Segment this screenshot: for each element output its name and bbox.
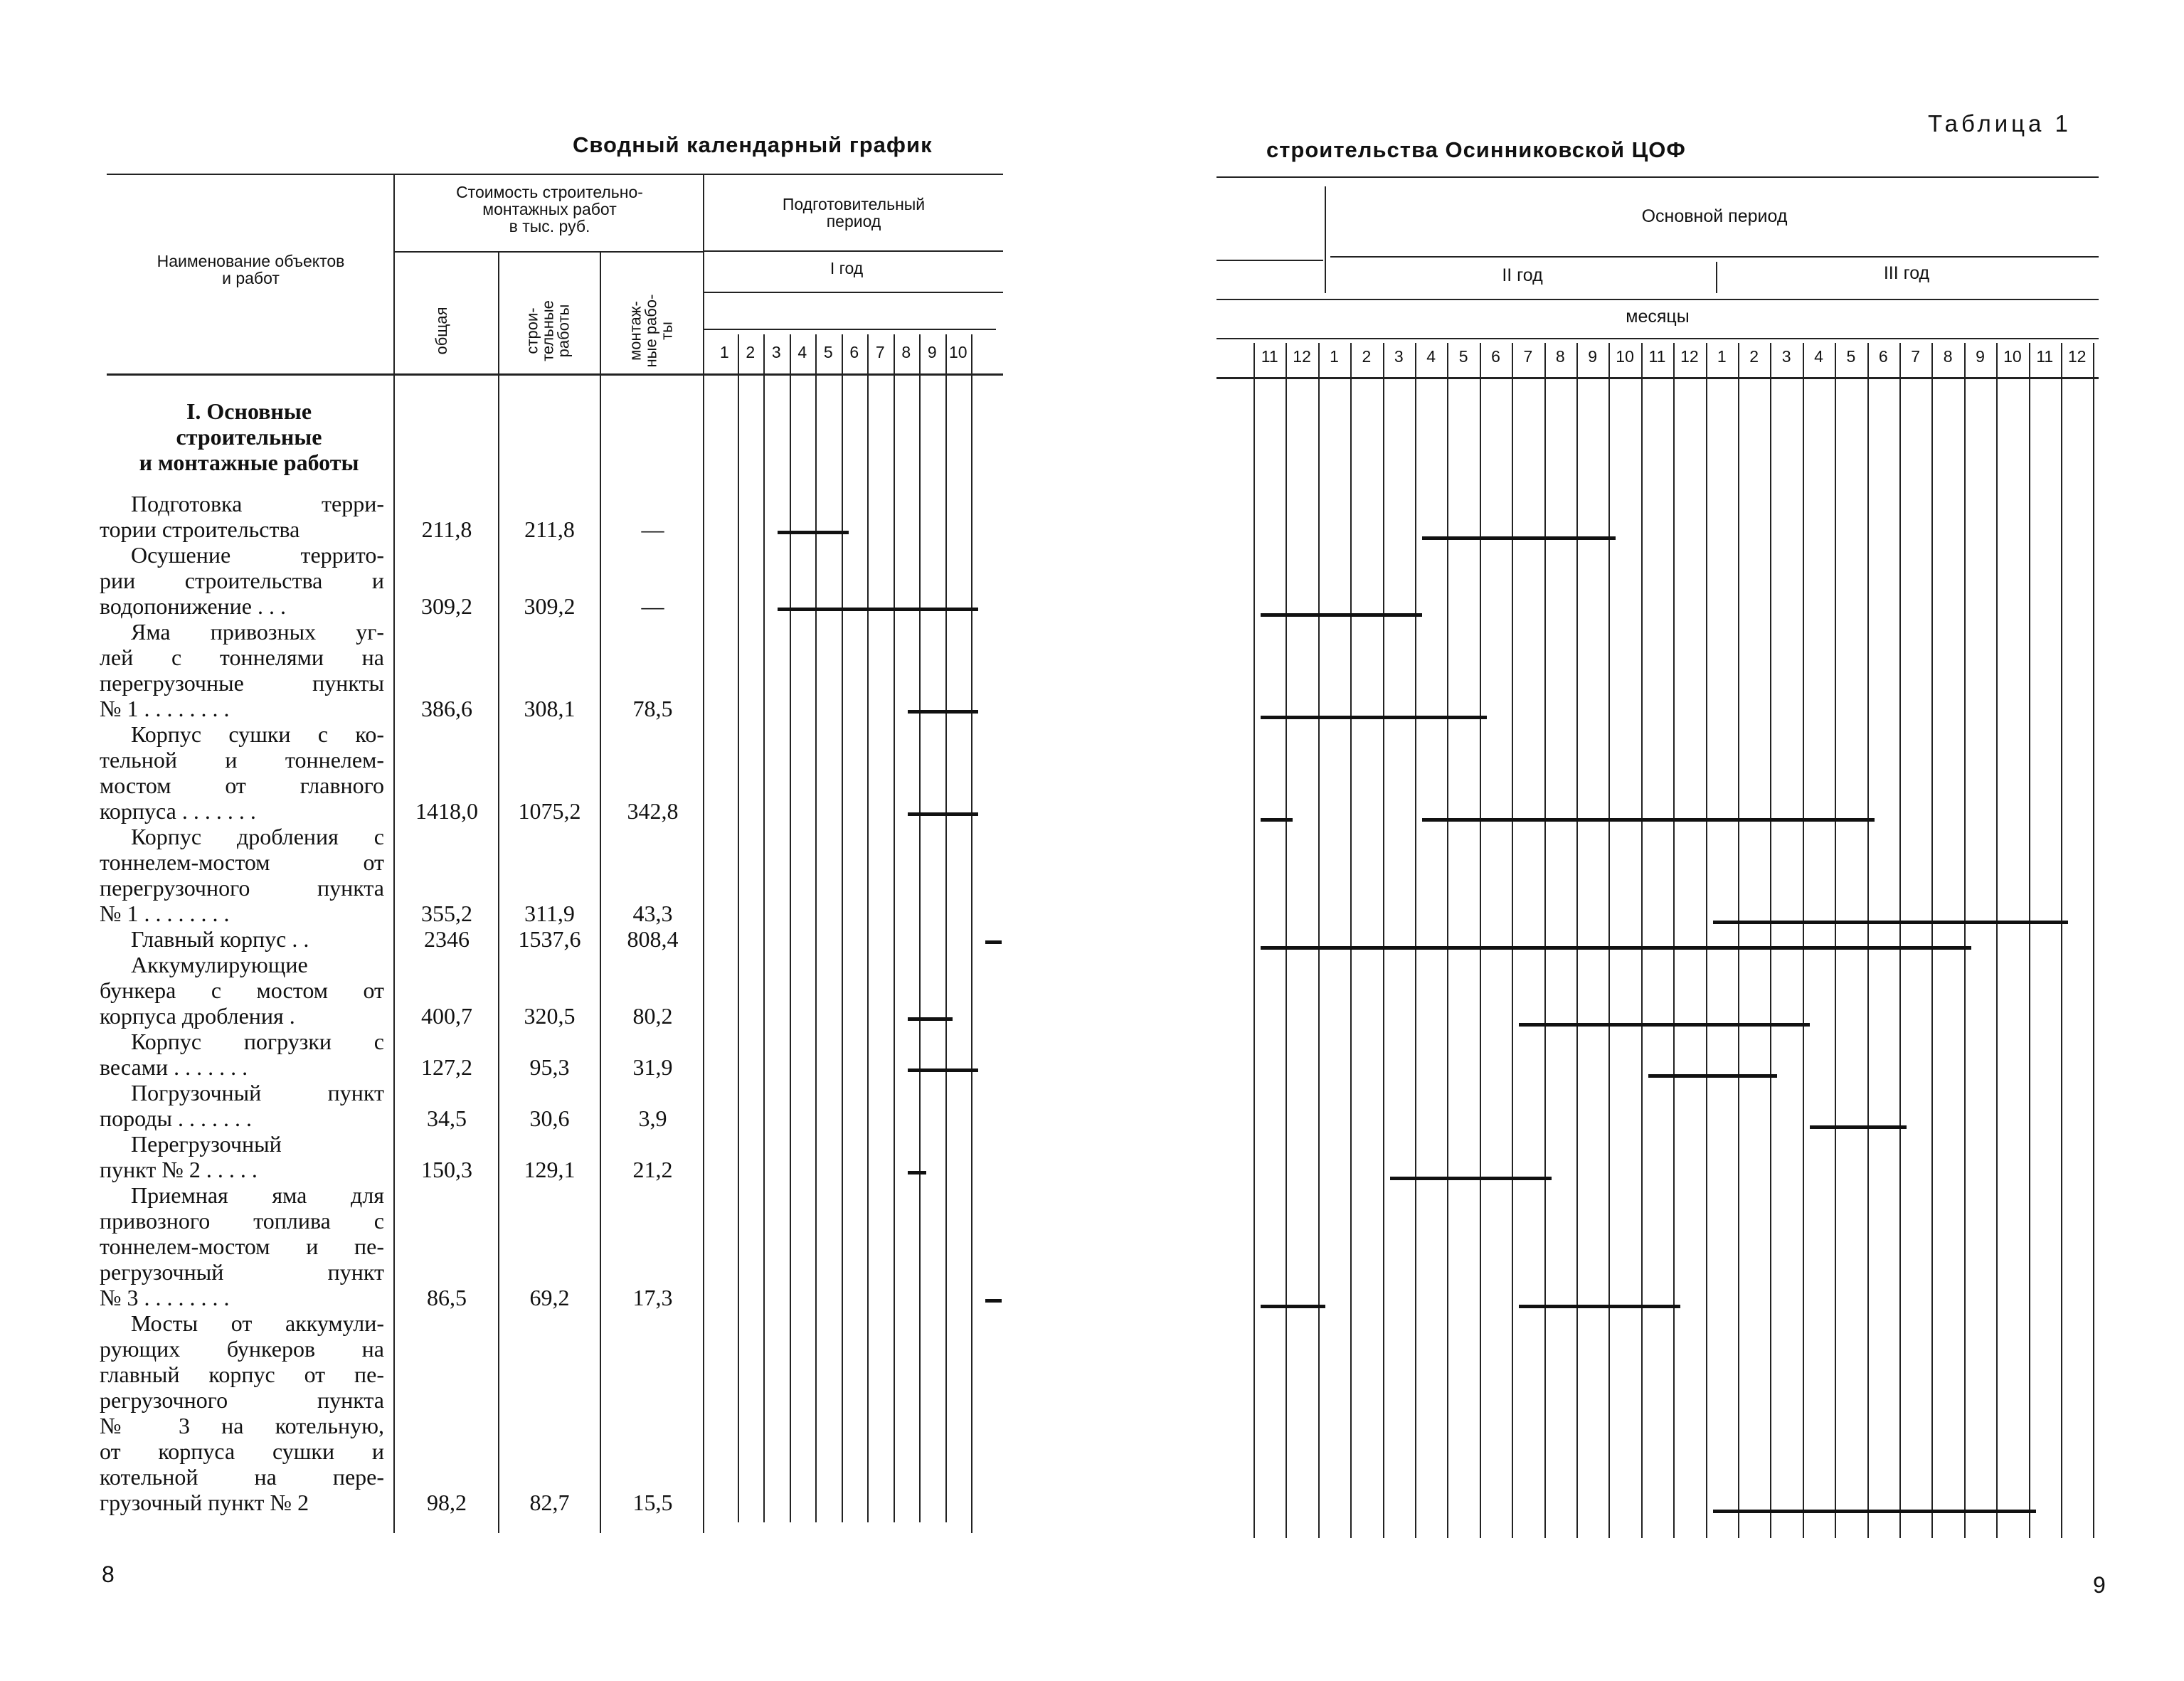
prep-month-gridline <box>738 334 739 1522</box>
cost-installation: — <box>641 593 664 619</box>
work-name-line: Главный корпус . . <box>131 926 309 952</box>
section-title: I. Основные строительные и монтажные работы <box>139 398 359 475</box>
cost-total: 86,5 <box>427 1285 467 1310</box>
main-month-gridline <box>1544 343 1546 1538</box>
prep-month-label: 10 <box>948 343 968 361</box>
cost-total: 309,2 <box>421 593 472 619</box>
schedule-bar <box>908 1171 927 1174</box>
prep-month-label: 5 <box>823 343 833 361</box>
work-name <box>100 824 384 926</box>
cost-construction: 211,8 <box>524 516 575 542</box>
main-month-gridline <box>2029 343 2030 1538</box>
cost-total: 355,2 <box>421 901 472 926</box>
main-month-gridline <box>1803 343 1804 1538</box>
schedule-bar <box>908 1017 953 1021</box>
cost-installation: 342,8 <box>627 798 679 824</box>
cost-installation: 3,9 <box>638 1105 667 1131</box>
main-month-label: 2 <box>1749 347 1759 366</box>
work-name-line: от корпуса сушки и <box>100 1438 384 1464</box>
header-year-1: I год <box>829 259 864 277</box>
work-name-line: корпуса . . . . . . . <box>100 798 256 824</box>
cost-total: 127,2 <box>421 1054 472 1080</box>
prep-month-label: 8 <box>901 343 911 361</box>
main-month-label: 5 <box>1458 347 1468 366</box>
main-month-gridline <box>1867 343 1869 1538</box>
cost-construction: 1075,2 <box>518 798 581 824</box>
prep-month-label: 3 <box>771 343 781 361</box>
prep-month-gridline <box>867 334 869 1522</box>
work-name-line: № 1 . . . . . . . . <box>100 901 230 926</box>
work-name-line: породы . . . . . . . <box>100 1105 252 1131</box>
main-month-gridline <box>1996 343 1998 1538</box>
work-name <box>100 619 384 721</box>
main-month-label: 11 <box>1648 347 1666 366</box>
cost-installation: 43,3 <box>632 901 673 926</box>
work-name-line: бункера с мостом от <box>100 977 384 1003</box>
main-month-gridline <box>2093 343 2094 1538</box>
header-name-column: Наименование объектов и работ <box>157 252 345 287</box>
header-cost-group: Стоимость строительно- монтажных работ в тыс. руб. <box>456 183 643 235</box>
cost-construction: 30,6 <box>529 1105 570 1131</box>
work-name <box>100 721 384 824</box>
work-name-line: регрузочного пункта <box>100 1387 384 1413</box>
work-name-line: привозного топлива с <box>100 1208 384 1234</box>
main-month-label: 7 <box>1911 347 1921 366</box>
prep-month-gridline <box>842 334 843 1522</box>
main-month-gridline <box>1415 343 1416 1538</box>
work-name-line: лей с тоннелями на <box>100 645 384 670</box>
prep-month-gridline <box>971 334 972 1533</box>
cost-total: 386,6 <box>421 696 472 721</box>
main-month-gridline <box>1253 343 1255 1538</box>
cost-construction: 1537,6 <box>518 926 581 952</box>
main-month-label: 7 <box>1523 347 1533 366</box>
title-right: строительства Осинниковской ЦОФ <box>1266 137 1686 162</box>
main-month-gridline <box>2061 343 2062 1538</box>
cost-construction: 320,5 <box>524 1003 576 1029</box>
work-name-line: Осушение террито- <box>131 542 384 568</box>
header-year-3: III год <box>1883 263 1930 283</box>
prep-month-gridline <box>790 334 791 1522</box>
main-month-label: 1 <box>1717 347 1727 366</box>
main-month-label: 10 <box>2003 347 2022 366</box>
main-month-gridline <box>1576 343 1578 1538</box>
main-month-label: 12 <box>1680 347 1699 366</box>
page-number-left: 8 <box>102 1561 115 1587</box>
work-name-line: тории строительства <box>100 516 300 542</box>
prep-month-label: 6 <box>849 343 859 361</box>
main-month-gridline <box>1512 343 1513 1538</box>
prep-month-gridline <box>894 334 895 1522</box>
prep-month-label: 4 <box>797 343 807 361</box>
main-month-gridline <box>1480 343 1481 1538</box>
schedule-bar <box>985 1299 1002 1303</box>
cost-installation: 15,5 <box>632 1490 673 1515</box>
header-cost-total: общая <box>433 307 450 355</box>
cost-installation: 80,2 <box>632 1003 673 1029</box>
header-main-period: Основной период <box>1641 206 1788 226</box>
work-name-line: Корпус дробления с <box>131 824 384 849</box>
work-name-line: рующих бункеров на <box>100 1336 384 1362</box>
work-name <box>100 1310 384 1515</box>
work-name-line: весами . . . . . . . <box>100 1054 248 1080</box>
main-month-label: 11 <box>2036 347 2054 366</box>
schedule-bar <box>908 710 979 714</box>
work-name-line: мостом от главного <box>100 773 384 798</box>
main-month-label: 3 <box>1394 347 1404 366</box>
work-name-line: перегрузочные пункты <box>100 670 384 696</box>
cost-total: 211,8 <box>421 516 472 542</box>
cost-total: 150,3 <box>421 1157 472 1182</box>
work-name-line: № 3 . . . . . . . . <box>100 1285 230 1310</box>
prep-month-gridline <box>945 334 947 1522</box>
table-label: Таблица 1 <box>1928 110 2072 137</box>
prep-month-label: 7 <box>875 343 885 361</box>
work-name-line: № 3 на котельную, <box>100 1413 384 1438</box>
main-month-label: 9 <box>1976 347 1985 366</box>
work-name-line: Корпус погрузки с <box>131 1029 384 1054</box>
work-name-line: рии строительства и <box>100 568 384 593</box>
main-month-label: 5 <box>1846 347 1856 366</box>
schedule-bar <box>908 812 979 816</box>
main-month-label: 8 <box>1943 347 1953 366</box>
cost-total: 2346 <box>424 926 470 952</box>
work-name-line: тельной и тоннелем- <box>100 747 384 773</box>
header-cost-construction: строи- тельные работы <box>523 300 573 361</box>
work-name-line: пункт № 2 . . . . . <box>100 1157 258 1182</box>
work-name-line: тоннелем-мостом от <box>100 849 384 875</box>
work-name <box>100 1029 384 1080</box>
schedule-bar <box>1713 921 2068 924</box>
cost-total: 98,2 <box>427 1490 467 1515</box>
schedule-bar <box>1422 536 1616 540</box>
cost-total: 400,7 <box>421 1003 472 1029</box>
cost-installation: — <box>641 516 664 542</box>
prep-month-label: 1 <box>719 343 729 361</box>
main-month-gridline <box>1286 343 1287 1538</box>
cost-construction: 311,9 <box>524 901 575 926</box>
work-name-line: корпуса дробления . <box>100 1003 295 1029</box>
main-month-label: 8 <box>1555 347 1565 366</box>
work-name-line: Подготовка терри- <box>131 491 384 516</box>
cost-installation: 808,4 <box>627 926 679 952</box>
schedule-bar <box>1261 1305 1325 1308</box>
header-cost-installation: монтаж- ные рабо- ты <box>626 294 676 368</box>
work-name-line: Перегрузочный <box>131 1131 282 1157</box>
cost-installation: 17,3 <box>632 1285 673 1310</box>
main-month-label: 6 <box>1491 347 1500 366</box>
work-name <box>100 952 384 1029</box>
header-year-2: II год <box>1502 265 1543 285</box>
main-month-label: 3 <box>1781 347 1791 366</box>
schedule-bar <box>1261 946 1971 950</box>
schedule-bar <box>1648 1074 1778 1078</box>
work-name <box>100 926 384 952</box>
work-name-line: Корпус сушки с ко- <box>131 721 384 747</box>
main-month-gridline <box>1641 343 1643 1538</box>
cost-construction: 309,2 <box>524 593 576 619</box>
cost-installation: 31,9 <box>632 1054 673 1080</box>
work-name <box>100 542 384 619</box>
cost-construction: 308,1 <box>524 696 576 721</box>
prep-month-label: 2 <box>746 343 756 361</box>
cost-installation: 21,2 <box>632 1157 673 1182</box>
cost-total: 1418,0 <box>415 798 478 824</box>
work-name-line: главный корпус от пе- <box>100 1362 384 1387</box>
work-name-line: Приемная яма для <box>131 1182 384 1208</box>
schedule-bar <box>778 531 849 534</box>
work-name-line: № 1 . . . . . . . . <box>100 696 230 721</box>
main-month-gridline <box>1738 343 1739 1538</box>
cost-total: 34,5 <box>427 1105 467 1131</box>
main-month-label: 4 <box>1426 347 1436 366</box>
title-left: Сводный календарный график <box>573 132 933 157</box>
schedule-bar <box>1261 818 1293 822</box>
schedule-bar <box>778 608 978 611</box>
main-month-gridline <box>1350 343 1352 1538</box>
main-month-label: 1 <box>1330 347 1339 366</box>
cost-installation: 78,5 <box>632 696 673 721</box>
schedule-bar <box>1713 1510 2036 1513</box>
cost-construction: 95,3 <box>529 1054 570 1080</box>
header-months: месяцы <box>1626 307 1690 327</box>
cost-construction: 82,7 <box>529 1490 570 1515</box>
main-month-label: 2 <box>1362 347 1372 366</box>
work-name-line: водопонижение . . . <box>100 593 286 619</box>
main-month-gridline <box>1447 343 1448 1538</box>
work-name-line: Мосты от аккумули- <box>131 1310 384 1336</box>
header-prep-period: Подготовительный период <box>782 195 926 230</box>
work-name-line: котельной на пере- <box>100 1464 384 1490</box>
main-month-gridline <box>1835 343 1836 1538</box>
work-name <box>100 1080 384 1131</box>
main-month-label: 6 <box>1878 347 1888 366</box>
schedule-bar <box>1261 716 1487 719</box>
main-month-gridline <box>1318 343 1320 1538</box>
work-name <box>100 1182 384 1310</box>
main-month-label: 4 <box>1814 347 1823 366</box>
main-month-gridline <box>1931 343 1933 1538</box>
main-month-gridline <box>1673 343 1675 1538</box>
work-name-line: Погрузочный пункт <box>131 1080 384 1105</box>
schedule-bar <box>1390 1177 1552 1180</box>
page-number-right: 9 <box>2093 1572 2106 1598</box>
main-month-gridline <box>1706 343 1707 1538</box>
cost-construction: 69,2 <box>529 1285 570 1310</box>
main-month-label: 11 <box>1261 347 1278 366</box>
work-name <box>100 491 384 542</box>
main-month-label: 9 <box>1588 347 1598 366</box>
main-month-label: 12 <box>2067 347 2087 366</box>
schedule-bar <box>1261 613 1422 617</box>
schedule-bar <box>1422 818 1875 822</box>
schedule-bar <box>908 1068 979 1072</box>
main-month-gridline <box>1770 343 1771 1538</box>
main-month-gridline <box>1608 343 1610 1538</box>
main-month-label: 12 <box>1293 347 1311 366</box>
cost-construction: 129,1 <box>524 1157 576 1182</box>
work-name-line: Яма привозных уг- <box>131 619 384 645</box>
schedule-bar <box>985 940 1002 944</box>
work-name-line: тоннелем-мостом и пе- <box>100 1234 384 1259</box>
work-name <box>100 1131 384 1182</box>
work-name-line: регрузочный пункт <box>100 1259 384 1285</box>
main-month-gridline <box>1964 343 1966 1538</box>
schedule-bar <box>1519 1305 1680 1308</box>
prep-month-label: 9 <box>927 343 937 361</box>
main-month-gridline <box>1383 343 1384 1538</box>
prep-month-gridline <box>763 334 765 1522</box>
work-name-line: грузочный пункт № 2 <box>100 1490 309 1515</box>
main-month-label: 10 <box>1616 347 1634 366</box>
prep-month-gridline <box>919 334 921 1522</box>
schedule-bar <box>1810 1125 1907 1129</box>
work-name-line: Аккумулирующие <box>131 952 308 977</box>
schedule-bar <box>1519 1023 1810 1027</box>
work-name-line: перегрузочного пункта <box>100 875 384 901</box>
prep-month-gridline <box>815 334 817 1522</box>
main-month-gridline <box>1899 343 1901 1538</box>
